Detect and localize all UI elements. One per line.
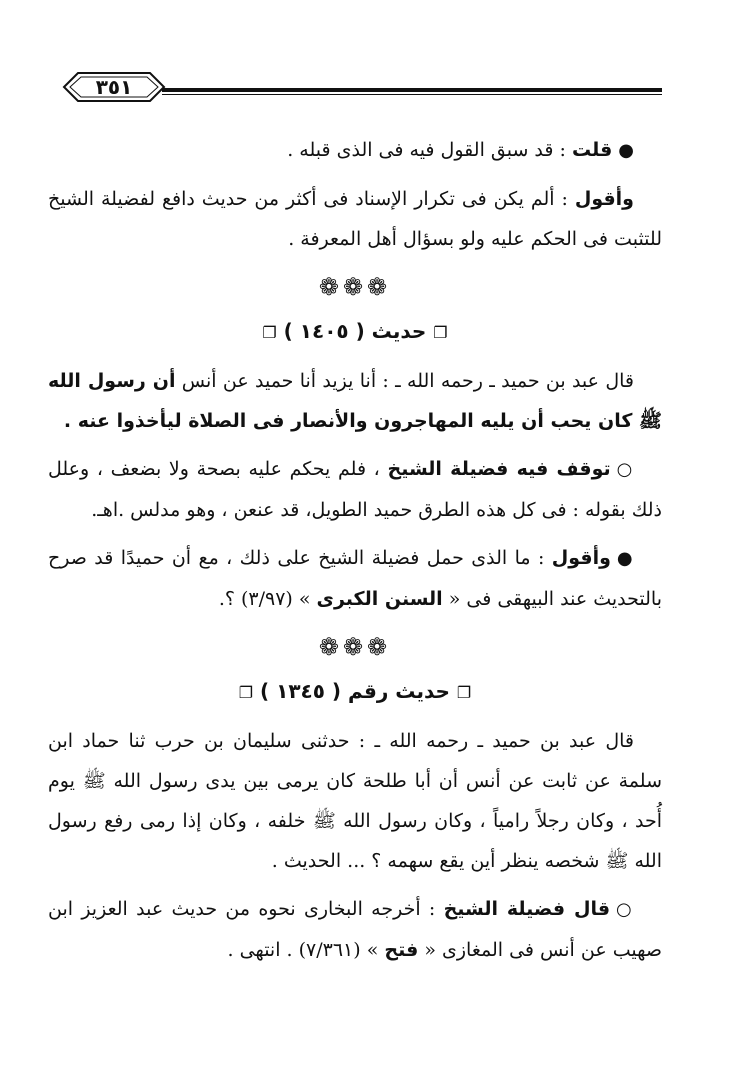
paragraph-aqul-2 (48, 538, 662, 619)
ornament-divider-1: ❁❁❁ (318, 273, 392, 301)
paragraph-text: قال عبد بن حميد ـ رحمه الله ـ : أنا يزيد أنا حميد عن أنس (175, 370, 634, 392)
filled-bullet-icon: ● (618, 140, 634, 161)
page-body (48, 130, 662, 978)
paragraph-hadith-1-text (48, 361, 662, 441)
paragraph-aqul-1 (48, 179, 662, 259)
hollow-bullet-icon: ○ (616, 459, 634, 480)
paragraph-text: قال عبد بن حميد ـ رحمه الله ـ : حدثنى سليمان بن حرب ثنا حماد ابن سلمة عن ثابت عن أنس أن أبا طلحة كان يرمى بين يدى رسول الله ﷺ يوم أُحد ، وكان رجلاً رامياً ، وكان رسول الله ﷺ خلفه ، وكان إذا رمى رفع رسول الله ﷺ شخصه ينظر أين يقع سهمه ؟ ... الحديث . (48, 730, 662, 872)
hadith-title: حديث ( ١٤٠٥ ) (283, 319, 427, 343)
box-icon: ❐ (262, 323, 277, 342)
header-rule-thick (162, 88, 662, 92)
filled-bullet-icon: ● (616, 548, 634, 569)
paragraph-label: وأقول (574, 188, 634, 210)
paragraph-label: توقف فيه فضيلة الشيخ (387, 458, 611, 480)
ornament-divider-2: ❁❁❁ (318, 633, 392, 661)
hadith-title: حديث رقم ( ١٣٤٥ ) (260, 679, 450, 703)
paragraph-text: ، فلم يحكم عليه بصحة ولا بضعف ، وعلل ذلك بقوله : فى كل هذه الطرق حميد الطويل، قد عنعن ، وهو مدلس .اهـ. (48, 458, 662, 521)
paragraph-shaykh-said (48, 889, 662, 970)
box-icon: ❐ (238, 683, 254, 702)
page-number: ٣٥١ (95, 75, 133, 99)
book-title: السنن الكبرى (316, 588, 443, 610)
hadith-heading-1 (48, 311, 662, 353)
page-number-badge (62, 70, 166, 104)
page-header (62, 70, 662, 106)
paragraph-label: وأقول (551, 547, 611, 569)
paragraph-text: : قد سبق القول فيه فى الذى قبله . (287, 139, 572, 161)
paragraph-text: : ما الذى حمل فضيلة الشيخ على ذلك ، مع أن حميدًا قد صرح بالتحديث عند البيهقى فى « (48, 547, 662, 610)
hadith-heading-2 (48, 671, 662, 713)
paragraph-text: : ألم يكن فى تكرار الإسناد فى أكثر من حديث دافع لفضيلة الشيخ للتثبت فى الحكم عليه ولو بسؤال أهل المعرفة . (48, 188, 662, 250)
hadith-matn: أن رسول الله ﷺ كان يحب أن يليه المهاجرون والأنصار فى الصلاة ليأخذوا عنه . (48, 370, 662, 432)
paragraph-tawaqquf (48, 449, 662, 530)
box-icon: ❐ (456, 683, 472, 702)
paragraph-label: قال فضيلة الشيخ (443, 898, 611, 920)
book-title: فتح (384, 939, 419, 961)
paragraph-qult (48, 130, 662, 171)
box-icon: ❐ (433, 323, 448, 342)
paragraph-text: » (٣/٩٧) ؟. (218, 588, 317, 610)
paragraph-text: : أخرجه البخارى نحوه من حديث عبد العزيز ابن صهيب عن أنس فى المغازى « (48, 898, 662, 961)
paragraph-text: » (٧/٣٦١) . انتهى . (227, 939, 385, 961)
paragraph-hadith-2-text (48, 721, 662, 881)
hollow-bullet-icon: ○ (616, 899, 634, 920)
header-rule-thin (162, 94, 662, 95)
paragraph-label: قلت (571, 139, 613, 161)
